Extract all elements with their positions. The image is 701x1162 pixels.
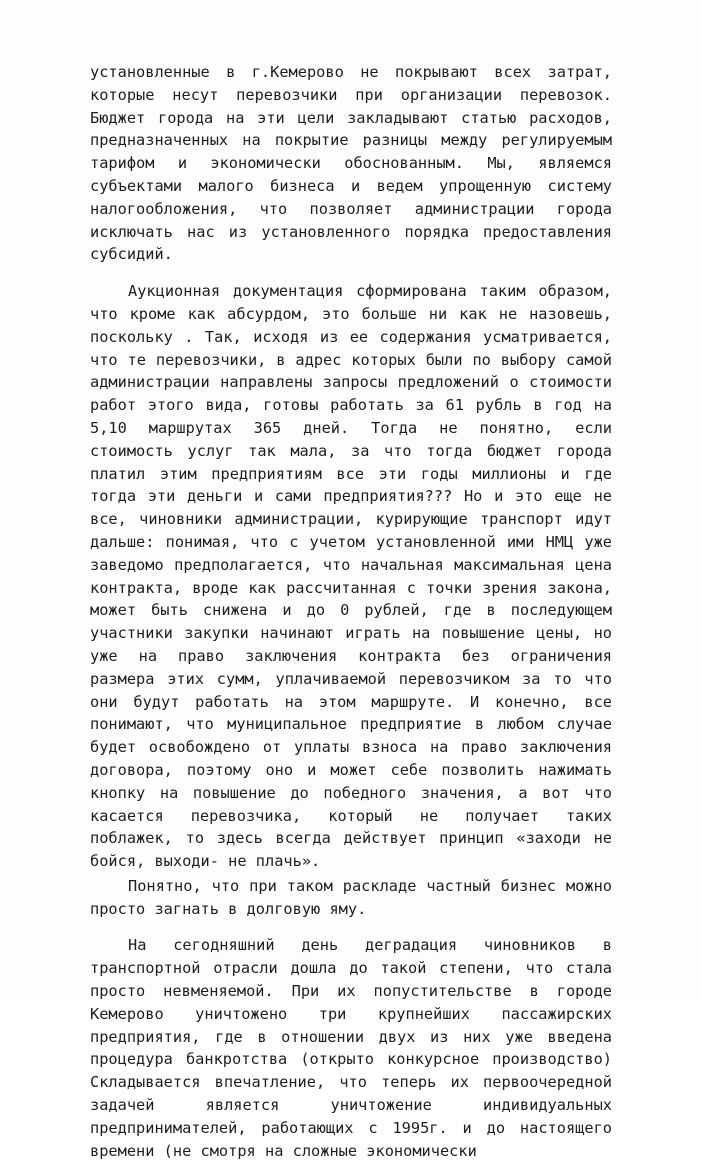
paragraph-subsidies: установленные в г.Кемерово не покрывают всех затрат, которые несут перевозчики при организации перевозок. Бюджет города на эти цели закладывают статью расходов, предназначенных на покрытие разницы между регулируемым тарифом и экономически обоснованным. Мы, являемся субъектами малого бизнеса и ведем упрощенную систему налогообложения, что позволяет администрации города исключать нас из установленного порядка предоставления субсидий.: [90, 63, 612, 264]
document-body: [90, 61, 612, 1162]
paragraph-debt-pit: Понятно, что при таком раскладе частный бизнес можно просто загнать в долговую яму.: [90, 876, 612, 918]
paragraph-auction-documentation: Аукционная документация сформирована таким образом, что кроме как абсурдом, это больше ни как не назовешь, поскольку . Так, исходя из ее содержания усматривается, что те перевозчики, в адрес которых были по выбору самой администрации направлены запросы предложений о стоимости работ этого вида, готовы работать за 61 рубль в год на 5,10 маршрутах 365 дней. Тогда не понятно, если стоимость услуг так мала, за что тогда бюджет города платил этим предприятиям все эти годы миллионы и где тогда эти деньги и сами предприятия??? Но и это еще не все, чиновники администрации, курирующие транспорт идут дальше: понимая, что с учетом установленной ими НМЦ уже заведомо предполагается, что начальная максимальная цена контракта, вроде как рассчитанная с точки зрения закона, может быть снижена и до 0 рублей, где в последующем участники закупки начинают играть на повышение цены, но уже на право заключения контракта без ограничения размера этих сумм, уплачиваемой перевозчиком за то что они будут работать на этом маршруте. И конечно, все понимают, что муниципальное предприятие в любом случае будет освобождено от уплаты взноса на право заключения договора, поэтому оно и может себе позволить нажимать кнопку на повышение до победного значения, а вот что касается перевозчика, который не получает таких поблажек, то здесь всегда действует принцип «заходи не бойся, выходи- не плачь».: [90, 282, 612, 871]
paragraph-degradation: На сегодняшний день деградация чиновников в транспортной отрасли дошла до такой степени, что стала просто невменяемой. При их попустительстве в городе Кемерово уничтожено три крупнейших пассажирских предприятия, где в отношении двух из них уже введена процедура банкротства (открыто конкурсное производство) Складывается впечатление, что теперь их первоочередной задачей является уничтожение индивидуальных предпринимателей, работающих с 1995г. и до настоящего времени (не смотря на сложные экономически: [90, 936, 612, 1160]
